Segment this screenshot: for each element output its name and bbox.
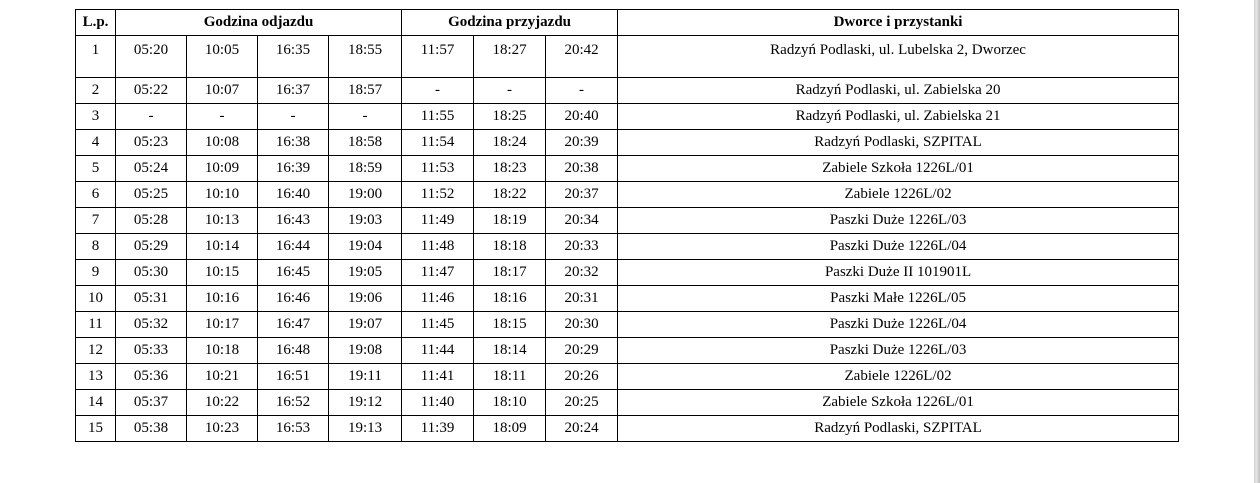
stop-name: Zabiele 1226L/02 bbox=[618, 182, 1179, 208]
arrival-time: 11:44 bbox=[402, 338, 474, 364]
stop-name: Paszki Duże 1226L/03 bbox=[618, 208, 1179, 234]
table-row bbox=[76, 156, 1179, 182]
row-number: 14 bbox=[76, 390, 116, 416]
arrival-time: 20:32 bbox=[546, 260, 618, 286]
departure-time: 19:13 bbox=[329, 416, 402, 442]
header-departure: Godzina odjazdu bbox=[116, 10, 402, 36]
arrival-time: 11:47 bbox=[402, 260, 474, 286]
departure-time: - bbox=[258, 104, 329, 130]
departure-time: 10:09 bbox=[187, 156, 258, 182]
row-number: 8 bbox=[76, 234, 116, 260]
arrival-time: 11:41 bbox=[402, 364, 474, 390]
departure-time: 05:28 bbox=[116, 208, 187, 234]
table-row bbox=[76, 286, 1179, 312]
arrival-time: 20:37 bbox=[546, 182, 618, 208]
arrival-time: 11:46 bbox=[402, 286, 474, 312]
departure-time: 16:37 bbox=[258, 78, 329, 104]
arrival-time: 18:22 bbox=[474, 182, 546, 208]
stop-name: Paszki Duże II 101901L bbox=[618, 260, 1179, 286]
table-row bbox=[76, 390, 1179, 416]
row-number: 10 bbox=[76, 286, 116, 312]
arrival-time: - bbox=[474, 78, 546, 104]
arrival-time: 20:33 bbox=[546, 234, 618, 260]
departure-time: - bbox=[187, 104, 258, 130]
departure-time: 16:53 bbox=[258, 416, 329, 442]
departure-time: 16:43 bbox=[258, 208, 329, 234]
departure-time: 05:36 bbox=[116, 364, 187, 390]
departure-time: 05:20 bbox=[116, 36, 187, 78]
table-row bbox=[76, 338, 1179, 364]
arrival-time: 11:55 bbox=[402, 104, 474, 130]
stop-name: Radzyń Podlaski, ul. Zabielska 20 bbox=[618, 78, 1179, 104]
arrival-time: 11:52 bbox=[402, 182, 474, 208]
departure-time: 16:48 bbox=[258, 338, 329, 364]
table-row bbox=[76, 260, 1179, 286]
row-number: 4 bbox=[76, 130, 116, 156]
departure-time: 10:13 bbox=[187, 208, 258, 234]
stop-name: Zabiele Szkoła 1226L/01 bbox=[618, 390, 1179, 416]
arrival-time: 18:17 bbox=[474, 260, 546, 286]
arrival-time: 20:42 bbox=[546, 36, 618, 78]
table-row bbox=[76, 78, 1179, 104]
departure-time: - bbox=[116, 104, 187, 130]
row-number: 1 bbox=[76, 36, 116, 78]
row-number: 12 bbox=[76, 338, 116, 364]
stop-name: Radzyń Podlaski, SZPITAL bbox=[618, 416, 1179, 442]
departure-time: 16:40 bbox=[258, 182, 329, 208]
arrival-time: 20:30 bbox=[546, 312, 618, 338]
table-row bbox=[76, 234, 1179, 260]
arrival-time: 18:19 bbox=[474, 208, 546, 234]
departure-time: 19:07 bbox=[329, 312, 402, 338]
arrival-time: 11:49 bbox=[402, 208, 474, 234]
arrival-time: 11:40 bbox=[402, 390, 474, 416]
arrival-time: 18:11 bbox=[474, 364, 546, 390]
departure-time: 10:18 bbox=[187, 338, 258, 364]
stop-name: Paszki Duże 1226L/04 bbox=[618, 234, 1179, 260]
departure-time: 10:17 bbox=[187, 312, 258, 338]
arrival-time: 11:57 bbox=[402, 36, 474, 78]
row-number: 2 bbox=[76, 78, 116, 104]
table-row bbox=[76, 130, 1179, 156]
departure-time: 19:06 bbox=[329, 286, 402, 312]
departure-time: 10:07 bbox=[187, 78, 258, 104]
arrival-time: 20:31 bbox=[546, 286, 618, 312]
departure-time: 05:33 bbox=[116, 338, 187, 364]
departure-time: 05:29 bbox=[116, 234, 187, 260]
departure-time: 05:30 bbox=[116, 260, 187, 286]
arrival-time: 18:09 bbox=[474, 416, 546, 442]
arrival-time: 18:24 bbox=[474, 130, 546, 156]
arrival-time: 20:38 bbox=[546, 156, 618, 182]
row-number: 13 bbox=[76, 364, 116, 390]
row-number: 6 bbox=[76, 182, 116, 208]
departure-time: 18:58 bbox=[329, 130, 402, 156]
departure-time: 10:08 bbox=[187, 130, 258, 156]
stop-name: Zabiele Szkoła 1226L/01 bbox=[618, 156, 1179, 182]
departure-time: 10:16 bbox=[187, 286, 258, 312]
departure-time: 10:10 bbox=[187, 182, 258, 208]
timetable-body bbox=[76, 36, 1179, 442]
departure-time: 19:05 bbox=[329, 260, 402, 286]
departure-time: 10:22 bbox=[187, 390, 258, 416]
arrival-time: 20:24 bbox=[546, 416, 618, 442]
departure-time: 19:11 bbox=[329, 364, 402, 390]
arrival-time: 20:39 bbox=[546, 130, 618, 156]
row-number: 11 bbox=[76, 312, 116, 338]
arrival-time: 11:45 bbox=[402, 312, 474, 338]
table-row bbox=[76, 364, 1179, 390]
arrival-time: 11:54 bbox=[402, 130, 474, 156]
departure-time: 18:57 bbox=[329, 78, 402, 104]
departure-time: 18:55 bbox=[329, 36, 402, 78]
departure-time: 05:38 bbox=[116, 416, 187, 442]
departure-time: 16:44 bbox=[258, 234, 329, 260]
row-number: 15 bbox=[76, 416, 116, 442]
header-stops: Dworce i przystanki bbox=[618, 10, 1179, 36]
scrollbar-edge bbox=[1254, 0, 1260, 483]
departure-time: 10:14 bbox=[187, 234, 258, 260]
header-row bbox=[76, 10, 1179, 36]
departure-time: 16:52 bbox=[258, 390, 329, 416]
arrival-time: 18:18 bbox=[474, 234, 546, 260]
departure-time: 19:08 bbox=[329, 338, 402, 364]
header-lp: L.p. bbox=[76, 10, 116, 36]
arrival-time: 18:23 bbox=[474, 156, 546, 182]
stop-name: Paszki Małe 1226L/05 bbox=[618, 286, 1179, 312]
departure-time: 05:23 bbox=[116, 130, 187, 156]
departure-time: 10:21 bbox=[187, 364, 258, 390]
departure-time: 10:05 bbox=[187, 36, 258, 78]
departure-time: 19:12 bbox=[329, 390, 402, 416]
arrival-time: - bbox=[546, 78, 618, 104]
arrival-time: 18:25 bbox=[474, 104, 546, 130]
departure-time: 19:00 bbox=[329, 182, 402, 208]
arrival-time: 20:34 bbox=[546, 208, 618, 234]
departure-time: 05:22 bbox=[116, 78, 187, 104]
departure-time: - bbox=[329, 104, 402, 130]
table-row bbox=[76, 36, 1179, 78]
departure-time: 16:35 bbox=[258, 36, 329, 78]
arrival-time: 20:40 bbox=[546, 104, 618, 130]
departure-time: 05:24 bbox=[116, 156, 187, 182]
table-row bbox=[76, 182, 1179, 208]
arrival-time: 18:14 bbox=[474, 338, 546, 364]
departure-time: 05:25 bbox=[116, 182, 187, 208]
stop-name: Radzyń Podlaski, SZPITAL bbox=[618, 130, 1179, 156]
departure-time: 05:37 bbox=[116, 390, 187, 416]
departure-time: 16:47 bbox=[258, 312, 329, 338]
row-number: 7 bbox=[76, 208, 116, 234]
arrival-time: 18:10 bbox=[474, 390, 546, 416]
table-row bbox=[76, 312, 1179, 338]
stop-name: Radzyń Podlaski, ul. Lubelska 2, Dworzec bbox=[618, 36, 1179, 78]
stop-name: Paszki Duże 1226L/03 bbox=[618, 338, 1179, 364]
table-row bbox=[76, 416, 1179, 442]
arrival-time: 20:25 bbox=[546, 390, 618, 416]
table-row bbox=[76, 208, 1179, 234]
row-number: 9 bbox=[76, 260, 116, 286]
row-number: 3 bbox=[76, 104, 116, 130]
departure-time: 10:23 bbox=[187, 416, 258, 442]
stop-name: Zabiele 1226L/02 bbox=[618, 364, 1179, 390]
arrival-time: 11:48 bbox=[402, 234, 474, 260]
departure-time: 05:31 bbox=[116, 286, 187, 312]
arrival-time: 20:29 bbox=[546, 338, 618, 364]
arrival-time: 18:27 bbox=[474, 36, 546, 78]
departure-time: 16:51 bbox=[258, 364, 329, 390]
arrival-time: 20:26 bbox=[546, 364, 618, 390]
timetable bbox=[75, 9, 1179, 442]
arrival-time: 18:16 bbox=[474, 286, 546, 312]
arrival-time: 11:53 bbox=[402, 156, 474, 182]
stop-name: Radzyń Podlaski, ul. Zabielska 21 bbox=[618, 104, 1179, 130]
departure-time: 10:15 bbox=[187, 260, 258, 286]
departure-time: 16:39 bbox=[258, 156, 329, 182]
departure-time: 18:59 bbox=[329, 156, 402, 182]
departure-time: 16:38 bbox=[258, 130, 329, 156]
header-arrival: Godzina przyjazdu bbox=[402, 10, 618, 36]
departure-time: 19:03 bbox=[329, 208, 402, 234]
row-number: 5 bbox=[76, 156, 116, 182]
arrival-time: 11:39 bbox=[402, 416, 474, 442]
departure-time: 16:46 bbox=[258, 286, 329, 312]
arrival-time: 18:15 bbox=[474, 312, 546, 338]
table-row bbox=[76, 104, 1179, 130]
arrival-time: - bbox=[402, 78, 474, 104]
departure-time: 05:32 bbox=[116, 312, 187, 338]
departure-time: 16:45 bbox=[258, 260, 329, 286]
stop-name: Paszki Duże 1226L/04 bbox=[618, 312, 1179, 338]
departure-time: 19:04 bbox=[329, 234, 402, 260]
